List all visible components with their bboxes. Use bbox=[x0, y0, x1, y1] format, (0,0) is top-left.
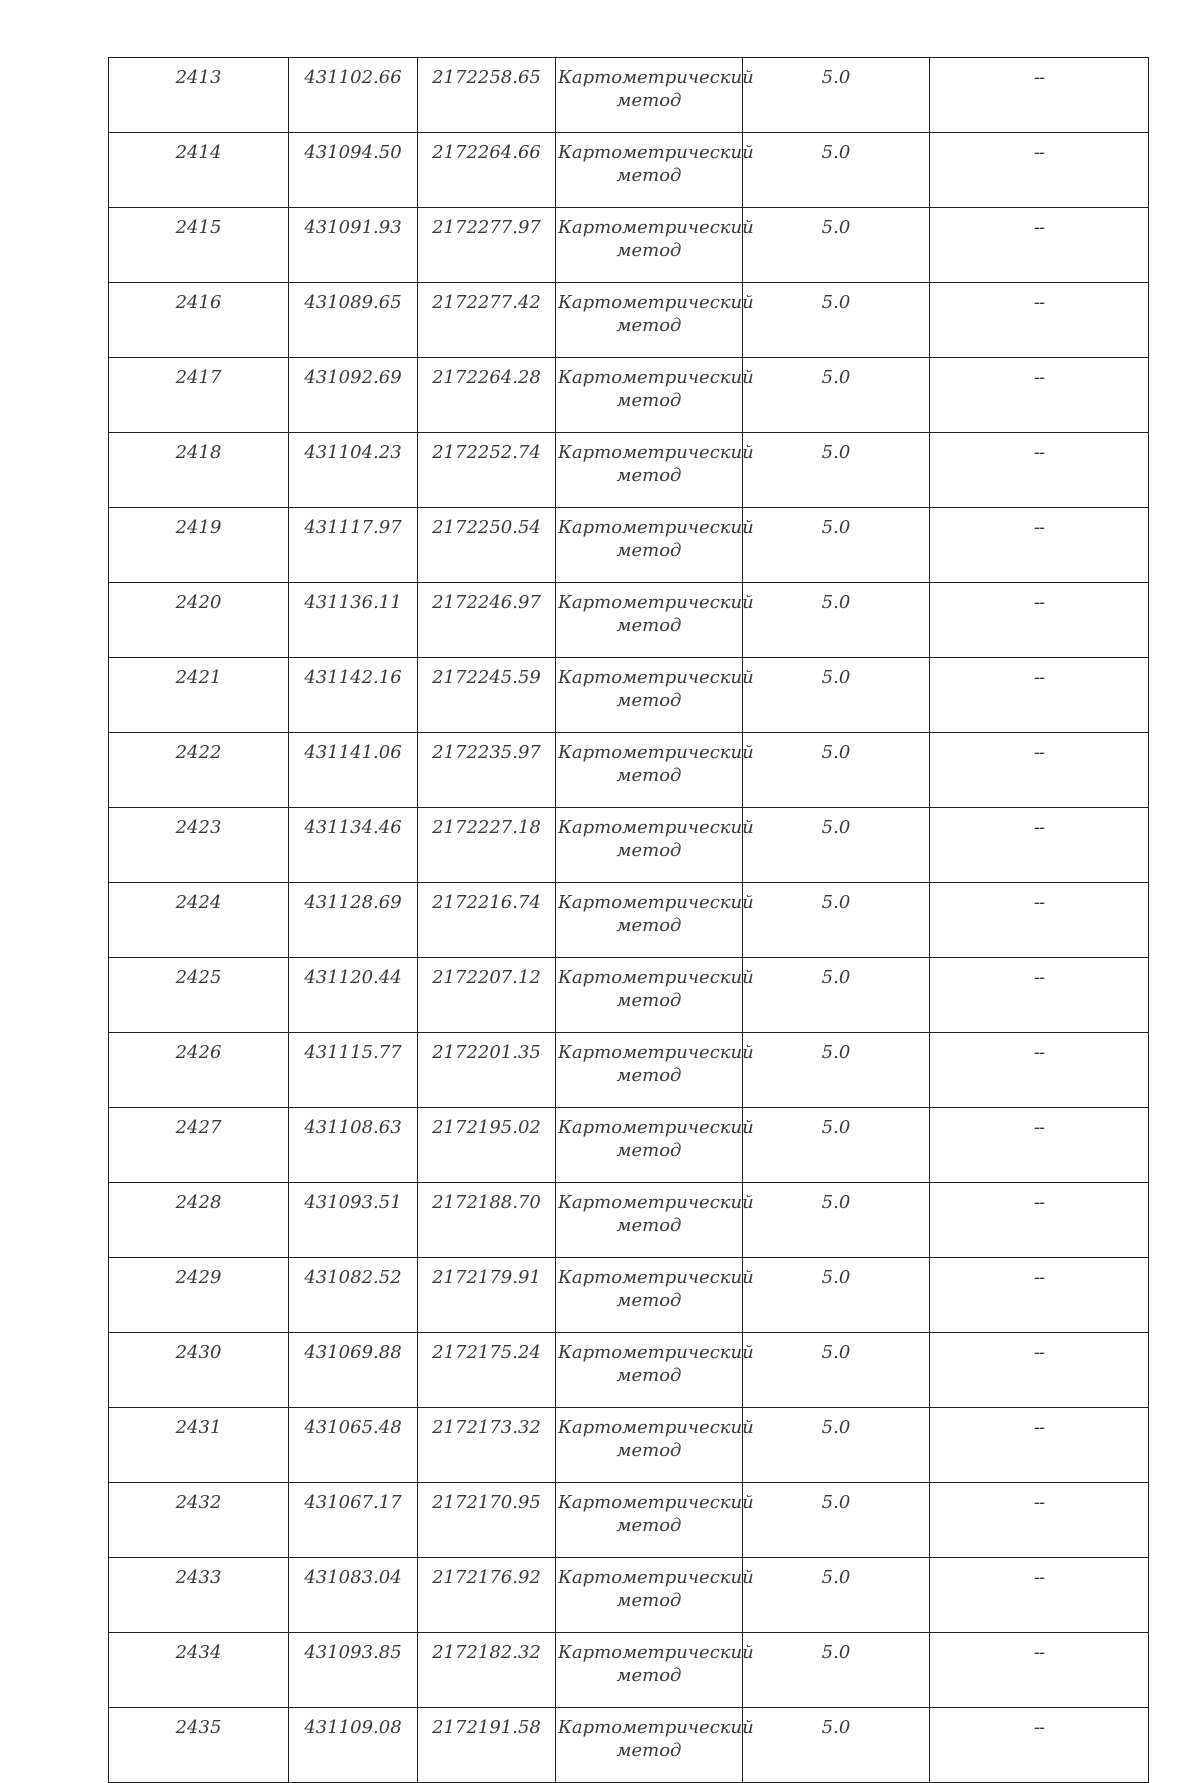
point-number-cell: 2427 bbox=[109, 1108, 289, 1183]
note-cell: -- bbox=[930, 1108, 1149, 1183]
method-cell: Картометрический метод bbox=[556, 658, 743, 733]
accuracy-cell: 5.0 bbox=[743, 583, 930, 658]
table-row bbox=[109, 508, 1149, 583]
x-coordinate-cell: 431134.46 bbox=[289, 808, 418, 883]
y-coordinate-cell: 2172277.97 bbox=[418, 208, 556, 283]
note-cell: -- bbox=[930, 958, 1149, 1033]
table-row bbox=[109, 883, 1149, 958]
point-number-cell: 2429 bbox=[109, 1258, 289, 1333]
table-row bbox=[109, 1108, 1149, 1183]
point-number-cell: 2432 bbox=[109, 1483, 289, 1558]
accuracy-cell: 5.0 bbox=[743, 1333, 930, 1408]
table-row bbox=[109, 1258, 1149, 1333]
accuracy-cell: 5.0 bbox=[743, 658, 930, 733]
table-row bbox=[109, 1033, 1149, 1108]
x-coordinate-cell: 431069.88 bbox=[289, 1333, 418, 1408]
y-coordinate-cell: 2172179.91 bbox=[418, 1258, 556, 1333]
y-coordinate-cell: 2172250.54 bbox=[418, 508, 556, 583]
table-row bbox=[109, 1483, 1149, 1558]
x-coordinate-cell: 431109.08 bbox=[289, 1708, 418, 1783]
y-coordinate-cell: 2172176.92 bbox=[418, 1558, 556, 1633]
x-coordinate-cell: 431094.50 bbox=[289, 133, 418, 208]
note-cell: -- bbox=[930, 508, 1149, 583]
note-cell: -- bbox=[930, 1558, 1149, 1633]
method-cell: Картометрический метод bbox=[556, 1333, 743, 1408]
x-coordinate-cell: 431120.44 bbox=[289, 958, 418, 1033]
y-coordinate-cell: 2172195.02 bbox=[418, 1108, 556, 1183]
point-number-cell: 2424 bbox=[109, 883, 289, 958]
y-coordinate-cell: 2172201.35 bbox=[418, 1033, 556, 1108]
point-number-cell: 2421 bbox=[109, 658, 289, 733]
note-cell: -- bbox=[930, 133, 1149, 208]
accuracy-cell: 5.0 bbox=[743, 1708, 930, 1783]
point-number-cell: 2434 bbox=[109, 1633, 289, 1708]
method-cell: Картометрический метод bbox=[556, 1708, 743, 1783]
accuracy-cell: 5.0 bbox=[743, 283, 930, 358]
method-cell: Картометрический метод bbox=[556, 433, 743, 508]
x-coordinate-cell: 431089.65 bbox=[289, 283, 418, 358]
y-coordinate-cell: 2172258.65 bbox=[418, 58, 556, 133]
note-cell: -- bbox=[930, 358, 1149, 433]
table-row bbox=[109, 733, 1149, 808]
table-row bbox=[109, 658, 1149, 733]
table-row bbox=[109, 1408, 1149, 1483]
point-number-cell: 2435 bbox=[109, 1708, 289, 1783]
accuracy-cell: 5.0 bbox=[743, 1033, 930, 1108]
y-coordinate-cell: 2172191.58 bbox=[418, 1708, 556, 1783]
x-coordinate-cell: 431091.93 bbox=[289, 208, 418, 283]
method-cell: Картометрический метод bbox=[556, 958, 743, 1033]
y-coordinate-cell: 2172235.97 bbox=[418, 733, 556, 808]
y-coordinate-cell: 2172173.32 bbox=[418, 1408, 556, 1483]
table-row bbox=[109, 808, 1149, 883]
method-cell: Картометрический метод bbox=[556, 1483, 743, 1558]
table-row bbox=[109, 433, 1149, 508]
x-coordinate-cell: 431128.69 bbox=[289, 883, 418, 958]
method-cell: Картометрический метод bbox=[556, 733, 743, 808]
method-cell: Картометрический метод bbox=[556, 1258, 743, 1333]
method-cell: Картометрический метод bbox=[556, 1558, 743, 1633]
method-cell: Картометрический метод bbox=[556, 1183, 743, 1258]
x-coordinate-cell: 431142.16 bbox=[289, 658, 418, 733]
table-row bbox=[109, 1558, 1149, 1633]
point-number-cell: 2416 bbox=[109, 283, 289, 358]
y-coordinate-cell: 2172252.74 bbox=[418, 433, 556, 508]
accuracy-cell: 5.0 bbox=[743, 1558, 930, 1633]
table-row bbox=[109, 133, 1149, 208]
method-cell: Картометрический метод bbox=[556, 883, 743, 958]
x-coordinate-cell: 431065.48 bbox=[289, 1408, 418, 1483]
y-coordinate-cell: 2172170.95 bbox=[418, 1483, 556, 1558]
accuracy-cell: 5.0 bbox=[743, 808, 930, 883]
y-coordinate-cell: 2172264.28 bbox=[418, 358, 556, 433]
table-row bbox=[109, 208, 1149, 283]
note-cell: -- bbox=[930, 1633, 1149, 1708]
note-cell: -- bbox=[930, 58, 1149, 133]
x-coordinate-cell: 431141.06 bbox=[289, 733, 418, 808]
y-coordinate-cell: 2172182.32 bbox=[418, 1633, 556, 1708]
y-coordinate-cell: 2172246.97 bbox=[418, 583, 556, 658]
note-cell: -- bbox=[930, 1408, 1149, 1483]
table-row bbox=[109, 1708, 1149, 1783]
accuracy-cell: 5.0 bbox=[743, 1258, 930, 1333]
method-cell: Картометрический метод bbox=[556, 1033, 743, 1108]
accuracy-cell: 5.0 bbox=[743, 508, 930, 583]
accuracy-cell: 5.0 bbox=[743, 133, 930, 208]
note-cell: -- bbox=[930, 1033, 1149, 1108]
y-coordinate-cell: 2172188.70 bbox=[418, 1183, 556, 1258]
point-number-cell: 2419 bbox=[109, 508, 289, 583]
note-cell: -- bbox=[930, 1708, 1149, 1783]
note-cell: -- bbox=[930, 658, 1149, 733]
point-number-cell: 2430 bbox=[109, 1333, 289, 1408]
note-cell: -- bbox=[930, 1483, 1149, 1558]
method-cell: Картометрический метод bbox=[556, 208, 743, 283]
method-cell: Картометрический метод bbox=[556, 133, 743, 208]
point-number-cell: 2425 bbox=[109, 958, 289, 1033]
table-row bbox=[109, 283, 1149, 358]
accuracy-cell: 5.0 bbox=[743, 58, 930, 133]
note-cell: -- bbox=[930, 433, 1149, 508]
x-coordinate-cell: 431102.66 bbox=[289, 58, 418, 133]
table-row bbox=[109, 1633, 1149, 1708]
coordinates-table-body bbox=[109, 58, 1149, 1783]
table-row bbox=[109, 358, 1149, 433]
point-number-cell: 2431 bbox=[109, 1408, 289, 1483]
method-cell: Картометрический метод bbox=[556, 58, 743, 133]
y-coordinate-cell: 2172216.74 bbox=[418, 883, 556, 958]
table-row bbox=[109, 583, 1149, 658]
y-coordinate-cell: 2172277.42 bbox=[418, 283, 556, 358]
note-cell: -- bbox=[930, 808, 1149, 883]
method-cell: Картометрический метод bbox=[556, 1633, 743, 1708]
method-cell: Картометрический метод bbox=[556, 358, 743, 433]
point-number-cell: 2420 bbox=[109, 583, 289, 658]
x-coordinate-cell: 431067.17 bbox=[289, 1483, 418, 1558]
note-cell: -- bbox=[930, 1183, 1149, 1258]
x-coordinate-cell: 431115.77 bbox=[289, 1033, 418, 1108]
method-cell: Картометрический метод bbox=[556, 808, 743, 883]
note-cell: -- bbox=[930, 208, 1149, 283]
point-number-cell: 2423 bbox=[109, 808, 289, 883]
table-row bbox=[109, 1183, 1149, 1258]
method-cell: Картометрический метод bbox=[556, 283, 743, 358]
note-cell: -- bbox=[930, 733, 1149, 808]
accuracy-cell: 5.0 bbox=[743, 1633, 930, 1708]
point-number-cell: 2414 bbox=[109, 133, 289, 208]
note-cell: -- bbox=[930, 583, 1149, 658]
method-cell: Картометрический метод bbox=[556, 583, 743, 658]
method-cell: Картометрический метод bbox=[556, 1108, 743, 1183]
y-coordinate-cell: 2172264.66 bbox=[418, 133, 556, 208]
point-number-cell: 2426 bbox=[109, 1033, 289, 1108]
x-coordinate-cell: 431104.23 bbox=[289, 433, 418, 508]
accuracy-cell: 5.0 bbox=[743, 358, 930, 433]
note-cell: -- bbox=[930, 1333, 1149, 1408]
table-row bbox=[109, 958, 1149, 1033]
x-coordinate-cell: 431117.97 bbox=[289, 508, 418, 583]
point-number-cell: 2413 bbox=[109, 58, 289, 133]
table-row bbox=[109, 58, 1149, 133]
x-coordinate-cell: 431082.52 bbox=[289, 1258, 418, 1333]
point-number-cell: 2418 bbox=[109, 433, 289, 508]
table-row bbox=[109, 1333, 1149, 1408]
y-coordinate-cell: 2172245.59 bbox=[418, 658, 556, 733]
x-coordinate-cell: 431108.63 bbox=[289, 1108, 418, 1183]
note-cell: -- bbox=[930, 883, 1149, 958]
x-coordinate-cell: 431092.69 bbox=[289, 358, 418, 433]
accuracy-cell: 5.0 bbox=[743, 733, 930, 808]
x-coordinate-cell: 431093.85 bbox=[289, 1633, 418, 1708]
point-number-cell: 2428 bbox=[109, 1183, 289, 1258]
x-coordinate-cell: 431093.51 bbox=[289, 1183, 418, 1258]
method-cell: Картометрический метод bbox=[556, 1408, 743, 1483]
method-cell: Картометрический метод bbox=[556, 508, 743, 583]
accuracy-cell: 5.0 bbox=[743, 958, 930, 1033]
accuracy-cell: 5.0 bbox=[743, 883, 930, 958]
x-coordinate-cell: 431136.11 bbox=[289, 583, 418, 658]
accuracy-cell: 5.0 bbox=[743, 1183, 930, 1258]
point-number-cell: 2433 bbox=[109, 1558, 289, 1633]
point-number-cell: 2417 bbox=[109, 358, 289, 433]
accuracy-cell: 5.0 bbox=[743, 1408, 930, 1483]
point-number-cell: 2422 bbox=[109, 733, 289, 808]
accuracy-cell: 5.0 bbox=[743, 433, 930, 508]
y-coordinate-cell: 2172227.18 bbox=[418, 808, 556, 883]
coordinates-table bbox=[108, 57, 1149, 1783]
x-coordinate-cell: 431083.04 bbox=[289, 1558, 418, 1633]
note-cell: -- bbox=[930, 1258, 1149, 1333]
y-coordinate-cell: 2172175.24 bbox=[418, 1333, 556, 1408]
note-cell: -- bbox=[930, 283, 1149, 358]
accuracy-cell: 5.0 bbox=[743, 208, 930, 283]
accuracy-cell: 5.0 bbox=[743, 1483, 930, 1558]
y-coordinate-cell: 2172207.12 bbox=[418, 958, 556, 1033]
accuracy-cell: 5.0 bbox=[743, 1108, 930, 1183]
point-number-cell: 2415 bbox=[109, 208, 289, 283]
